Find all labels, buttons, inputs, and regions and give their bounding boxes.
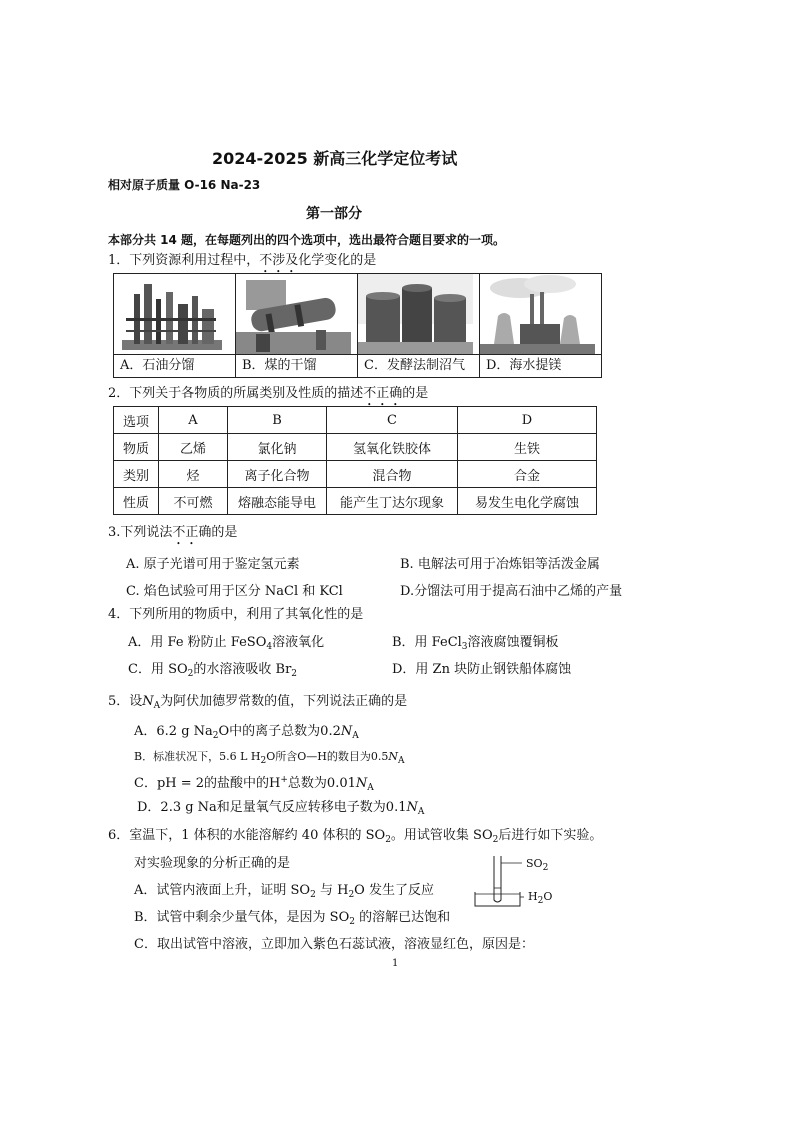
table-cell: 易发生电化学腐蚀 [458, 488, 597, 515]
q3-option-c: C. 焰色试验可用于区分 NaCl 和 KCl [126, 584, 343, 599]
table-cell: 选项 [114, 407, 159, 434]
table-row [114, 407, 597, 434]
instructions: 本部分共 14 题，在每题列出的四个选项中，选出最符合题目要求的一项。 [108, 233, 506, 247]
table-cell: 乙烯 [159, 434, 228, 461]
table-cell: 熔融态能导电 [228, 488, 327, 515]
table-row [114, 488, 597, 515]
q2-property-table [113, 406, 597, 515]
q1-emphasis: 不涉及 [259, 253, 299, 268]
table-cell: 物质 [114, 434, 159, 461]
exam-title: 2024-2025 新高三化学定位考试 [212, 149, 458, 168]
table-cell: 生铁 [458, 434, 597, 461]
q3-emphasis: 不正 [172, 525, 199, 540]
q6-stem: 6．室温下，1 体积的水能溶解约 40 体积的 $SO_2$。用试管收集 $SO_2$后进行如下实验。 [108, 828, 603, 845]
q4-stem: 4．下列所用的物质中，利用了其氧化性的是 [108, 607, 364, 622]
q6-option-b: B．试管中剩余少量气体，是因为 $SO_2$ 的溶解已达饱和 [134, 910, 451, 927]
table-cell: 混合物 [327, 461, 458, 488]
q1-option-c: C．发酵法制沼气 [358, 355, 480, 378]
q1-image-d-power-plant [480, 274, 601, 354]
q1-option-d: D．海水提镁 [480, 355, 602, 378]
table-row [114, 434, 597, 461]
table-cell: D [458, 407, 597, 434]
q3-option-b: B. 电解法可用于冶炼铝等活泼金属 [400, 557, 600, 572]
table-cell: 合金 [458, 461, 597, 488]
q6-option-c: C．取出试管中溶液，立即加入紫色石蕊试液，溶液显红色，原因是： [134, 937, 534, 952]
q2-emphasis: 不正确 [363, 386, 403, 401]
q1-option-a: A．石油分馏 [114, 355, 236, 378]
q1-option-b: B．煤的干馏 [236, 355, 358, 378]
q6-diagram-label-h2o: $H_2O$ [528, 890, 553, 906]
q1-image-c-biogas-tanks [358, 274, 479, 354]
table-cell: 氢氧化铁胶体 [327, 434, 458, 461]
table-cell: B [228, 407, 327, 434]
q1-image-table [113, 273, 602, 378]
table-row [114, 461, 597, 488]
table-cell: 离子化合物 [228, 461, 327, 488]
q4-option-b: B．用 FeCl$_3$溶液腐蚀覆铜板 [392, 635, 559, 652]
q2-stem: 2．下列关于各物质的所属类别及性质的描述不正确的是 [108, 386, 429, 401]
table-cell: 性质 [114, 488, 159, 515]
q3-option-d: D.分馏法可用于提高石油中乙烯的产量 [400, 584, 623, 599]
q4-option-a: A．用 Fe 粉防止 FeSO$_4$溶液氧化 [128, 635, 325, 652]
q6-line2: 对实验现象的分析正确的是 [134, 856, 291, 871]
table-cell: 不可燃 [159, 488, 228, 515]
table-cell: C [327, 407, 458, 434]
table-cell: 氯化钠 [228, 434, 327, 461]
q5-option-b: B．标准状况下，5.6 L $H_2O$所含O—H的数目为$0.5N_A$ [134, 750, 405, 766]
page-number: 1 [392, 958, 399, 969]
q5-option-c: C．pH = 2的盐酸中的H+总数为$0.01N_A$ [134, 775, 374, 793]
table-cell: 类别 [114, 461, 159, 488]
table-cell: A [159, 407, 228, 434]
q1-image-a-refinery [114, 274, 235, 354]
q3-stem: 3.下列说法不正确的是 [108, 525, 238, 540]
q5-stem: 5．设$N_A$为阿伏加德罗常数的值，下列说法正确的是 [108, 694, 408, 711]
q5-option-a: A．6.2 g $Na_2O$中的离子总数为$0.2N_A$ [134, 724, 359, 741]
atomic-masses: 相对原子质量 O-16 Na-23 [108, 178, 261, 192]
q3-option-a: A. 原子光谱可用于鉴定氢元素 [126, 557, 300, 572]
q4-option-c: C．用 $SO_2$的水溶液吸收 $Br_2$ [128, 662, 298, 679]
table-cell: 烃 [159, 461, 228, 488]
q1-stem: 1．下列资源利用过程中，不涉及化学变化的是 [108, 253, 377, 268]
q6-diagram-label-so2: $SO_2$ [526, 857, 549, 873]
q1-image-b-coal-kiln [236, 274, 357, 354]
q4-option-d: D．用 Zn 块防止钢铁船体腐蚀 [392, 662, 572, 677]
table-cell: 能产生丁达尔现象 [327, 488, 458, 515]
part-title: 第一部分 [306, 206, 362, 222]
q6-option-a: A．试管内液面上升，证明 $SO_2$ 与 $H_2O$ 发生了反应 [134, 883, 434, 900]
q5-option-d: D．2.3 g Na和足量氧气反应转移电子数为$0.1N_A$ [137, 800, 425, 817]
